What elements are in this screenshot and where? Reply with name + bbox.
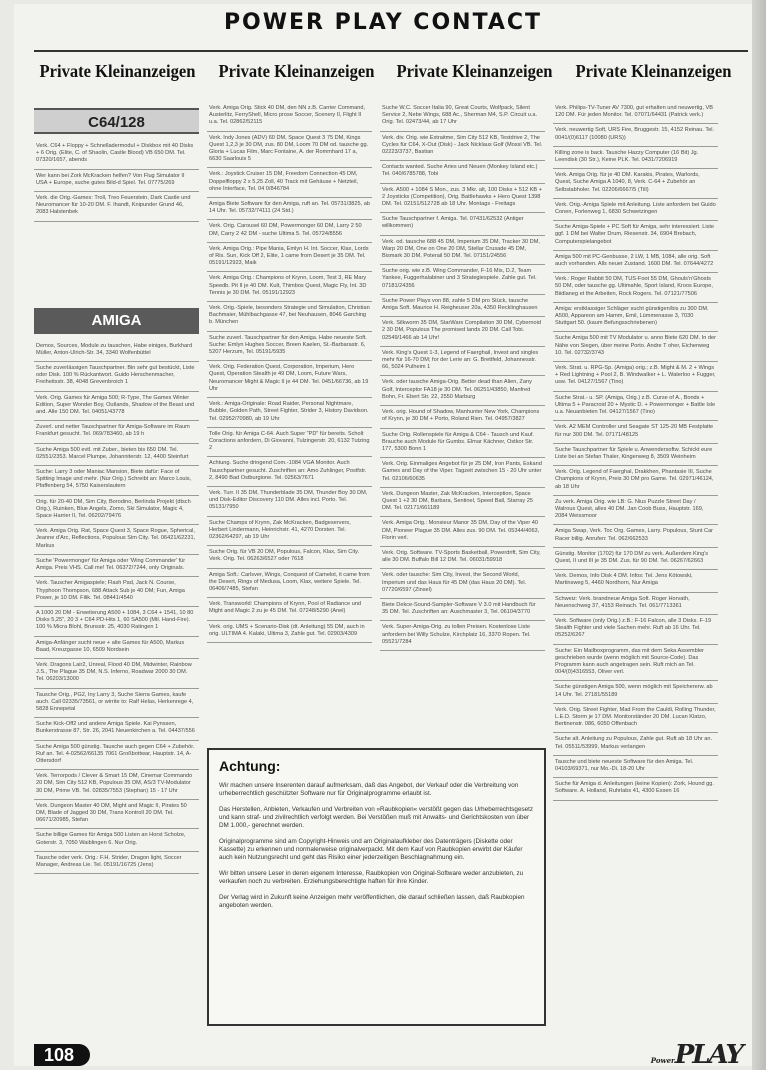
- section-heading-c64: C64/128: [34, 108, 199, 134]
- classified-ad: Suche orig. wie z.B. Wing Commander, F-16 Mis, D.2, Team Yankee, Fuggerhalabiner und 3 Strategiespiele. Zahle gut. Tel. 07181/24356: [380, 265, 545, 295]
- logo-small-text: Power: [650, 1056, 675, 1065]
- classified-ad: Verk.: Amiga-Originale: Road Raider, Personal Nightmare, Bubble, Golden Path, Street Fighter, Strider 3, History Davidson. Tel. 02952/70980, ab 19 Uhr: [207, 398, 372, 428]
- classified-ad: Verk. Amiga Orig.: Pipe Mania, Emlyn H. Int. Soccer, Klax, Lords of Ris. Sun, Kick Off 2, Elite, 1 came from Desert je 35 DM. Tel. 05191/12923, Maik: [207, 243, 372, 273]
- page-number: 108: [34, 1044, 90, 1066]
- classified-ad: Zuverl. und netter Tauschpartner für Amiga-Software im Raum Frankfurt gesucht. Tel. 069/783460, ab 19 h: [34, 421, 199, 443]
- classified-ad: Suche Amiga 500 evtl. mit Zuber., bieten bis 650 DM. Tel. 02551/2353. Marcel Plumpe, Johanniterstr. 12, 4400 Steinfurt: [34, 444, 199, 466]
- classified-ad: Suche Strat.- u. SP. (Amiga, Orig.) z.B. Curse of A., Bonds + Ultima 5 + Paracroid 20 + Mystic D. + Powermonger + Battle Isle u.a. Neuanbieten Tel. 04127/1567 (Tino): [553, 392, 718, 422]
- classified-ad: Verk. A500 + 1084 S Mon., zus. 3 Mkr. alt, 100 Disks + 512 KB + 2 Joysticks (Competition), Orig. Battlehawks + Hero Quest 1398 DM. Tel. 02151/512728 ab 18 Uhr. Montags - Freitags: [380, 184, 545, 214]
- classified-ad: Verk. Dungeon Master, Zak McKracken, Interception, Space Quest 1 +2 30 DM, Barbara, Sentinel, Speed Ball, Starray 25 DM. Tel. 02171/661189: [380, 488, 545, 518]
- section-heading-amiga: AMIGA: [34, 308, 199, 334]
- classified-ad: Amiga Biete Software für den Amiga, ruft an. Tel. 05731/3825, ab 14 Uhr. Tel. 05732/74111 (24 Std.): [207, 198, 372, 220]
- classified-ad: Suche Champs of Krynn, Zak McKracken, Badgeservers, Herbert Lindermann, Heinrichstr. 41, 4270 Dorsten. Tel. 02362/64297, ab 19 Uhr: [207, 517, 372, 547]
- classified-ad: Verk. Amiga Orig. Stick 40 DM, den NN z.B. Carrier Command, Austerlitz, FerryShell, Micro prose Soccer, Scenery II, Flight II u.a. Tel. 02862/52115: [207, 102, 372, 132]
- ads-column-1: [34, 102, 199, 1034]
- classified-ad: Suche billige Games für Amiga 500 Listen an Horst Scholze, Goterstr. 3, 7050 Waiblingen 6. Nur Orig.: [34, 829, 199, 851]
- classified-ad: Suche Amiga 500 günstig. Tausche auch gegen C64 + Zubehör. Ruf an. Tel. 4-02562/66135 7061 Großbottwar, Hauptstr. 14, A-Ottersdorf: [34, 741, 199, 771]
- legal-notice-box: [207, 748, 546, 1026]
- classified-ad: Verk. Super-Amiga-Orig. zu tollen Preisen. Kostenlose Liste anfordern bei Willy Schulze, Kirchplatz 16, 3370 Ropen. Tel. 05521/7284: [380, 621, 545, 651]
- classified-ad: Suche Orig. Rollenspiele für Amiga & C64 - Tausch und Kauf. Brauche auch Module für Gumbs. Elmar Kächner, Ostkor Str. 177, 5300 Bonn 1: [380, 429, 545, 459]
- classified-ad: Verk. Terrorpods / Clever & Smart 15 DM, Cinemar Commando 20 DM, Sim City 512 KB, Populous 35 DM, AS/3 TV-Modulator 30 DM, Prime VB. Tel. 02835/7553 (Stephan) 15 - 17 Uhr: [34, 770, 199, 800]
- classified-ad: Verk. A2 MEM Controller und Seagate ST 125-20 MB Festplatte für nur 300 DM. Tel. 07171/48125: [553, 421, 718, 443]
- column-headers: [34, 61, 748, 89]
- classified-ad: Suche zuverlässigen Tauschpartner. Bin sehr gut bestückt, Liste oder Disk. 100 % Rückantwort. Guido Herschenmacher, Freiheitsstr. 38, 4048 Grevenbroich 1: [34, 362, 199, 392]
- notice-paragraph: Das Herstellen, Anbieten, Verkaufen und Verbreiten von »Raubkopien« verstößt gegen das Urheberrechtsgesetz und kann straf- und zivilrechtlich verfolgt werden. Bei Verstößen muß mit Anwalts- und Gerichtskosten von über DM 1.000,- gerechnet werden.: [219, 806, 533, 829]
- classified-ad: Verk. Transworld: Champions of Krynn, Pool of Radiance und Might and Magic 2 zu je 45 DM. Tel. 07248/5290 (Anel): [207, 598, 372, 620]
- notice-heading: Achtung:: [219, 758, 281, 774]
- classified-ad: Verk. Amiga Orig. Rat, Space Quest 3, Space Rogue, Spherical, Jeanne d'Arc, Reflections, Populous Sim City. Tel. 06421/62231, Markus: [34, 525, 199, 555]
- classified-ad: Suche Power Plays von 88, zahle 5 DM pro Stück, tausche Amiga Soft. Maurice H. Reigheuser 20a, 4350 Recklinghausen: [380, 295, 545, 317]
- classified-ad: Suche W.C. Soccer Italia 90, Great Courts, Wolfpack, Silent Service 2, Nebe Wings, 688 Ac., Sherman M4, S.P. Circuit u.a. Orig. Tel. 02473/44, ab 17 Uhr: [380, 102, 545, 132]
- classified-ad: Amiga 500 mit PC-Genbusse, 2 LW, 1 MB, 1084, alle orig. Soft auch vorhanden. Alls neuer Zustand. 1600 DM. Tel. 07644/4272: [553, 251, 718, 273]
- classified-ad: Wer kann bei Zork McKracken helfen? Von Flug Simulator II USA + Europe, suche gutes Bild-d Spiel. Tel. 07775/269: [34, 170, 199, 192]
- classified-ad: Verk. King's Quest 1-3, Legend of Faerghail, Invest and singles mehr für 16-70 DM; for der Lerie an: G. Brettfeld, Johannesstr. 66, 5024 Pulheim 1: [380, 347, 545, 377]
- classified-ad: Verk. div. Orig. wie Extraitme, Sim City 512 KB, Testdrive 2, The Cycles für C64, X-Out (Disk) - Jack Nicklaus Golf (Mossi VB. Tel. 02223/3737, Bastian: [380, 132, 545, 162]
- notice-paragraph: Wir bitten unsere Leser in deren eigenem Interesse, Raubkopien von Original-Software weder anzubieten, zu verkaufen noch zu verbreiten. Erziehungsberechtigte haften für ihre Kinder.: [219, 870, 524, 885]
- classified-ad: Tausche und biete neueste Software für den Amiga. Tel. 04103/69371, nur Mo.-Di. 18-20 Uhr: [553, 756, 718, 778]
- classified-ad: Suche Amiga 500 mit TV Modulator u. anno Biete 620 DM. In der Nähe von Siegen, über meine Porto. Andre T oher, Eichenweg 10. Tel. 02732/3743: [553, 332, 718, 362]
- classified-ad: Verk. Orig. Federation Quest, Corporation, Imperium, Hero Quest, Operation Stealth je 49 DM, Loom, Future Wars, Neuromancer Might & Magic II je 44 DM. Tel. 0451/66736, ab 19 Uhr: [207, 361, 372, 398]
- classified-ad: Verk. Orig.-Spiele, besonders Strategie und Simulation, Christian Bachmaier, Mühlbachgasse 47, bei Neuhausen, 8046 Garching b. München: [207, 302, 372, 332]
- title-rule: [34, 50, 748, 52]
- notice-paragraph: Wir machen unsere Inserenten darauf aufmerksam, daß das Angebot, der Verkauf oder die Verbreitung von urheberrechtlich geschützter Software nur für Originalprogramme erlaubt ist.: [219, 782, 519, 797]
- classified-ad: Suche Tauschpartner f. Amiga. Tel. 07431/62532 (Antiger willkommen): [380, 213, 545, 235]
- classified-ad: Killing zone is back. Tausche Hazzy Computer (16 Bit) Jg. Leendisk (30 Str.), Keine PLK. Tel. 0431/7206919: [553, 147, 718, 169]
- ads-column-4: [553, 102, 718, 1034]
- notice-paragraph: Originalprogramme sind am Copyright-Hinweis und am Originalaufkleber des Datenträgers (Diskette oder Kassette) zu erkennen und normalerweise originalverpackt. Mit dem Kauf von Raubkopien erwirbt der Käufer auch kein Nutzungsrecht und geht das Risiko einer jederzeitigen Beschlagnahmung ein.: [219, 838, 523, 861]
- ads-column-2: [207, 102, 372, 742]
- classified-ad: Suche: Ein Mailboxprogramm, das mit dem Seka Assembler geschrieben wurde (wenn möglich mit Source-Code). Das Programm kann auch angetragen sein. Ruft mich an Tel. 004/(0)4316553, Oliver verl.: [553, 645, 718, 682]
- classified-ad: Biete Dekce-Sound-Sampler-Software V 3.0 mit Handbuch für 35 DM. Tel. Zuschriften an: Auschmaster 3, Tel. 06104/3770: [380, 599, 545, 621]
- classified-ad: Suche 'Powermonger' für Amiga oder 'Wing Commander' für Amiga. Preis VHS. Call me! Tel. 06372/7244, only Originals.: [34, 555, 199, 577]
- column-header: Private Kleinanzeigen: [396, 61, 553, 81]
- classified-ad: Verk. Demos, Info Disk 4 DM. Infos: Tel. Jens Kötowski, Martinsweg 5, 4460 Nordhorn, Nur Amiga: [553, 570, 718, 592]
- classified-ad: Verk.: Joystick Cruiser 15 DM, Freedom Connection 45 DM, Doppelfloppy 2 x 5,25 Zoll, 40 Track mit Gehäuse + Netzteil, ohne Interface, Tel. 04 0/846784: [207, 168, 372, 198]
- classified-ad: Tausche Orig., PG2, Iny Larry 3, Suche Sierra Games, kaufe auch. Call 02335/73561, or wirrite to: Ralf Helas, Herkenrege 4, 5828 Ennepetal: [34, 689, 199, 719]
- classified-ad: Demos, Sources, Module zu tauschen, Habe einiges, Burkhard Müller, Anton-Ulrich-Str. 34, 3340 Wolfenbüttel: [34, 340, 199, 362]
- classified-ad: Verk. die Orig.-Games: Troll, Treo Feuerstein, Dark Castle und Neuromancer für 10-20 DM. F. Ihandt, Knipunder Grund 46, 2083 Halstenbek: [34, 192, 199, 222]
- classified-ad: Suche Tauschpartner für Spiele u. Anwendersoftw. Schickt eure Liste bei an Stefan Thaler, Kingenweg 8, 3509 Weinheim: [553, 444, 718, 466]
- classified-ad: A 1000 20 DM - Erweiterung A500 + 1084, 3 C64 + 1541, 10 80 Disks 5,25", 20 3 + C64 PD-Hits 1, 60 SA500 (Mtl. Hand-Fire). 100 % Micra Blohl, Brunsstr. 25, 4030 Ratingen 1: [34, 607, 199, 637]
- classified-ad: Verk. Orig. Games für Amiga 500; R-Type, The Games Winter Edition, Super Wonder Boy, Outlands, Shadow of the Beast und and. Alle 150 DM. Tel. 04051/43778: [34, 392, 199, 422]
- classified-ad: Amiga-Anfänger sucht neue + alte Games für A500, Markus Baad, Kreuzgasse 10, 6509 Nordsein: [34, 637, 199, 659]
- column-header: Private Kleinanzeigen: [575, 61, 731, 81]
- classified-ad: Günstig. Monitor (1702) für 170 DM zu verk. Außerdem King's Quest, II und III je 35 DM. Zus. für 90 DM. Tel. 06267/62663: [553, 548, 718, 570]
- classified-ad: Amiga Soft.: Carlsver, Wings, Conquest of Camelot, it came from the Desert, Rings of Medusa, Loom, Klax, weitere Spiele. Tel. 06406/7485, Stefan: [207, 569, 372, 599]
- classified-ad: Verk. Silkworm 35 DM, StarWars Compilation 30 DM, Cybernoid 2 30 DM, Populous The promised lands 20 DM. Call Tobi. 02549/1466 ab 14 Uhr!: [380, 317, 545, 347]
- power-play-logo: [651, 1040, 742, 1070]
- classified-ad: Suche alt. Anleitung zu Populous, Zahle gut. Ruft ab 18 Uhr an. Tel. 05511/53999, Markus verlangen: [553, 733, 718, 755]
- classified-ad: Amiga: erstklassiger Schläger sucht günstigen/bis zu 300 DM. A500, Appareon am Hamm, Emil, Lümmenasse 3, 7030 Stuttgart 50. (kaum Befungsschriebenen): [553, 303, 718, 333]
- classified-ad: Suche für Amiga d. Anleitungen (keine Kopien): Zork, Hound gg. Software. A. Holland, Ruhrlabs 41, 4300 Essen 16: [553, 778, 718, 800]
- classified-ad: Verk. Strat. u. RPG-Sp. (Amiga) orig.; z.B. Might & M. 2 + Wings + Red Lightning + Pool 2, B. Windwalker + L. Waterloo + Fugger, usw. Tel. 04127/1567 (Tino): [553, 362, 718, 392]
- page-edge: [752, 0, 766, 1070]
- column-header: Private Kleinanzeigen: [218, 61, 374, 81]
- classified-ad: Orig. für 20-40 DM, Sim City, Borodino, Berlinda Projekt (dtsch Orig.), Ruinken, Blue Angels, Zomo, Ski Simulator, Magic 4, Space Harrier II, Tel. 06202/79476: [34, 496, 199, 526]
- classified-ad: Achtung. Suche dringend Com.-1084 VGA Monitor. Auch Tauschpartner gesucht. Zuschriften an: Amo Zuhlinger, Postfstr. 2, 8490 Bad Ostburgione. Tel. 02563/7671: [207, 457, 372, 487]
- column-header: Private Kleinanzeigen: [39, 61, 196, 81]
- classified-ad: Verk. Indy Jones (ADV) 60 DM, Space Quest 3 75 DM, Kings Quest 1,2,3 je 30 DM, zus. 80 DM, Loom 70 DM od. tausche gg. Gloria + Lucas Film, Marc Fontaine, A. der Rommhard 17 a, 6630 Saarlouis 5: [207, 132, 372, 169]
- classified-ad: Verk.: Roger Rabbit 50 DM, TUS-Foot 55 DM, Ghouls'n'Ghosts 50 DM, oder tausche gg. Ultimahle, Sport Island, Kroos Europe, Biidlaneg et the Arbeiten, Rock Rogers. Tel. 07121/77506: [553, 273, 718, 303]
- section-spacer: [34, 222, 199, 302]
- classified-ad: Suche Orig. für VB 20 DM, Populous, Falcon, Klax, Sim City. Verk. Orig. Tel. 06263/6527 oder 7618: [207, 546, 372, 568]
- magazine-page: [14, 4, 752, 1070]
- classified-ad: Suche Kick-Off2 und andere Amiga Spiele. Kai Pynssen, Bunkerstrasse 87, Str. 26, 2041 Neuenkirchen a. Tel. 04437/556: [34, 718, 199, 740]
- classified-ad: Tolle Orig. für Amiga C-64. Auch Super "PD" für bereits. Scholt Coractions anfordern, Di Giovanni, Tulzingerstr. 20, 6132 Tutzing 2: [207, 428, 372, 458]
- classified-ad: Suche zuverl. Tauschpartner für den Amiga. Habe neueste Soft. Suche: Emlyn Hughes Soccer, Breen Kaelen, St.-Barbarastr. 6, 5207 Herzum, Tel. 05191/5935: [207, 332, 372, 362]
- classified-ad: Verk. Amiga Orig.: Monsieur Manor 35 DM, Day of the Viper 40 DM, Pioneer Plague 35 DM. Alles zus. 90 DM. Tel. 05344/4063, Florin verl.: [380, 517, 545, 547]
- classified-ad: Verk. orig. Hound of Shadow, Manhunter New York, Champions of Krynn, je 30 DM + Porto, Roland Rien. Tel. 04957/3827: [380, 406, 545, 428]
- classified-ad: Verk. Orig. Legend of Faerghal, Drakkhen, Phantasie III, Suche Champions of Krynn, Preis 30 DM pro Game. Tel. 02971/46124, ab 18 Uhr: [553, 466, 718, 496]
- classified-ad: Verk. Orig. Einmaliges Angebot für je 25 DM, Iron Pants, Eskand Games and Day of the Viper. Tagzeit zwischen 15 - 20 Uhr unter Tel. 02106/60635: [380, 458, 545, 488]
- classified-ad: Suche: Larry 3 oder Maniac Mansion, Biete dafür: Face of Spitting Image und mehr. (Nur Orig.) Schreibt an: Marco Louis, Pfaffenberg 54, 5750 Kaiserslautern: [34, 466, 199, 496]
- classified-ad: Suche günstigen Amiga 500, wenn möglich mit Speichererw. ab 14 Uhr. Tel. 27181/55189: [553, 681, 718, 703]
- notice-paragraph: Der Verlag wird in Zukunft keine Anzeigen mehr veröffentlichen, die darauf schließen lassen, daß Raubkopien angeboten werden.: [219, 894, 525, 909]
- classified-ad: Contacts wanted. Suche Aries und Neuen (Monkey Island etc.) Tel. 040/6785788, Tobi: [380, 161, 545, 183]
- classified-ad: Verk. Software (only Orig.) z.B.: F-16 Falcon, alle 3 Disks. F-19 Stealth Fighter und viele Sachen mehr. Ruft ab 16 Uhr. Tel. 05252/6267: [553, 615, 718, 645]
- classified-ad: Verk. orig. UMS + Scenario-Disk (dt. Anleitung) 55 DM, auch in orig. ULTIMA 4. Kalaki, Ultima 3, Zahle gut. Tel. 02903/4309: [207, 621, 372, 643]
- logo-text: PLAY: [674, 1040, 742, 1070]
- classified-ad: Suche Amiga-Spiele + PC Soft für Amiga, sehr interessiert. Liste ggf. 1 DM bei Walter Drum, Riesenstr. 34, 6904 Brebach, Computerspielangebot: [553, 221, 718, 251]
- classified-ad: Verk. neuwertig Soft, URS Fire, Bruggestr. 15, 4152 Reinau. Tel. 0041/(0)6117 (10080 (URS)): [553, 124, 718, 146]
- classified-ad: Verk. oder tausche Amiga-Orig. Better dead than Alien, Zany Golf, Interceptor FA18 je 30 DM. Tel. 06251/43850, Manfred Bohn, Fr. Ebert Str. 22, 2550 Marburg: [380, 376, 545, 406]
- classified-ad: Verk. Orig. Carousel 60 DM, Powermonger 60 DM, Larry 2 50 DM, Carry 2 42 DM - suche Ultima 5. Tel. 05724/8556: [207, 220, 372, 242]
- classified-ad: Verk. Amiga Orig.: Champions of Krynn, Loom, Test 3, RE Mary Speedb. Pit II je 40 DM. Kult, Thimbos Quest, Magic Fly, Int. 3D Tennis je 30 DM. Tel. 05191/12923: [207, 272, 372, 302]
- page-title: POWER PLAY CONTACT: [223, 10, 543, 35]
- classified-ad: Verk. Dungeon Master 40 DM, Might and Magic II, Pirates 50 DM, Blade of Jagged 30 DM, Trans Kontroll 20 DM. Tel. 06671/20985, Stefan: [34, 800, 199, 830]
- classified-ad: Verk. Philips-TV-Tuner AV 7300, gut erhalten und neuwertig, VB 120 DM. Für jeden Monitor. Tel. 07071/64431 (Patrick verk.): [553, 102, 718, 124]
- classified-ad: Verk. Turr. II 35 DM, Thunderblade 35 DM, Thunder Boy 30 DM, und Disk-Editor Discovery 110 DM. Alles incl. Porto. Tel. 05131/7950: [207, 487, 372, 517]
- classified-ad: Verk. Orig. Street Fighter, Mad From the Cauldi, Rolling Thunder, L.E.D. Storm je 17 DM. Monitorständer 20 DM. Lucan Klatzo, Bertinenstr. 086, 6050 Offenbach: [553, 704, 718, 734]
- classified-ad: Tausche oder verk. Orig.: F.H. Strider, Dragon light, Soccer Manager, Andreas Lie. Tel. 05191/16725 (Jens): [34, 852, 199, 874]
- classified-ad: Schweiz: Verk. brandneue Amiga Soft. Roger Horvath, Neuenschweg 37, 4153 Reinach. Tel. 061/7713361: [553, 593, 718, 615]
- classified-ad: Zu verk. Amiga Orig. wie LB: G. Nius Puzzle Street Day / Walrous Quest, alles 40 DM. Jan Coob Buss, Hauptstr. 169, 2084 Weissmoor: [553, 496, 718, 526]
- classified-ad: Verk. od. tausche 688 45 DM, Imperium 35 DM, Tracker 30 DM, Warp 20 DM, One on One 20 DM, Stellar Crusade 45 DM, Bismark 30 DM, Poterail 50 DM. Tel. 07151/24556: [380, 236, 545, 266]
- classified-ad: Verk. Orig. Software. TV-Sports Basketball, Powerdrift, Sim City, alle 30 DM. Buffalo Bill 12 DM. Tel. 06031/59918: [380, 547, 545, 569]
- classified-ad: Verk. C64 + Floppy + Schnelladermodul + Diskbox mit 40 Disks + 6 Orig. (Elite, C. of Shaolin, Castle Blood) VB 650 DM. Tel. 07320/1657, abends: [34, 140, 199, 170]
- classified-ad: Verk. Tauscher Amigaspiele; Flash Pad, Jack N. Course, Thyphoon Thompson, 688 Attack Sub je 40 DM; Fun, Amiga Power, je 10 DM. Filik. Tel. 08441/4540: [34, 577, 199, 607]
- classified-ad: Verk. Dragons Lair2, Unreal, Flood 40 DM, Midwinter, Rainbow J.S., The Plague 35 DM, N.S. Inferno, Roadwar 2000 30 DM. Tel. 06203/13000: [34, 659, 199, 689]
- classified-ad: Verk. Orig.-Amiga Spiele mit Anleitung. Liste anfordern bei Guido Conen, Forlenweg 1, 6830 Schwetzingen: [553, 199, 718, 221]
- classified-ad: Verk. oder tausche: Sim City, Invest, the Second World, Imperium und das Haus für 45 DM (das Haus 20 DM). Tel. 07720/6597 (Zinsel): [380, 569, 545, 599]
- ads-column-3: [380, 102, 545, 742]
- classified-ad: Amiga Swap, Verk. Toc Org. Games, Larry. Populous, Stunt Car Racer billig. Anrufen: Tel. 062/662533: [553, 525, 718, 547]
- classified-ad: Verk. Amiga Orig. für je 40 DM. Karakis, Pirates, Warlords, Quest, Suche Amiga A 1040, 8, Verk. C-64 + Zubehör an Selbstabholer. Tel. 02206/6667/5 (Till): [553, 169, 718, 199]
